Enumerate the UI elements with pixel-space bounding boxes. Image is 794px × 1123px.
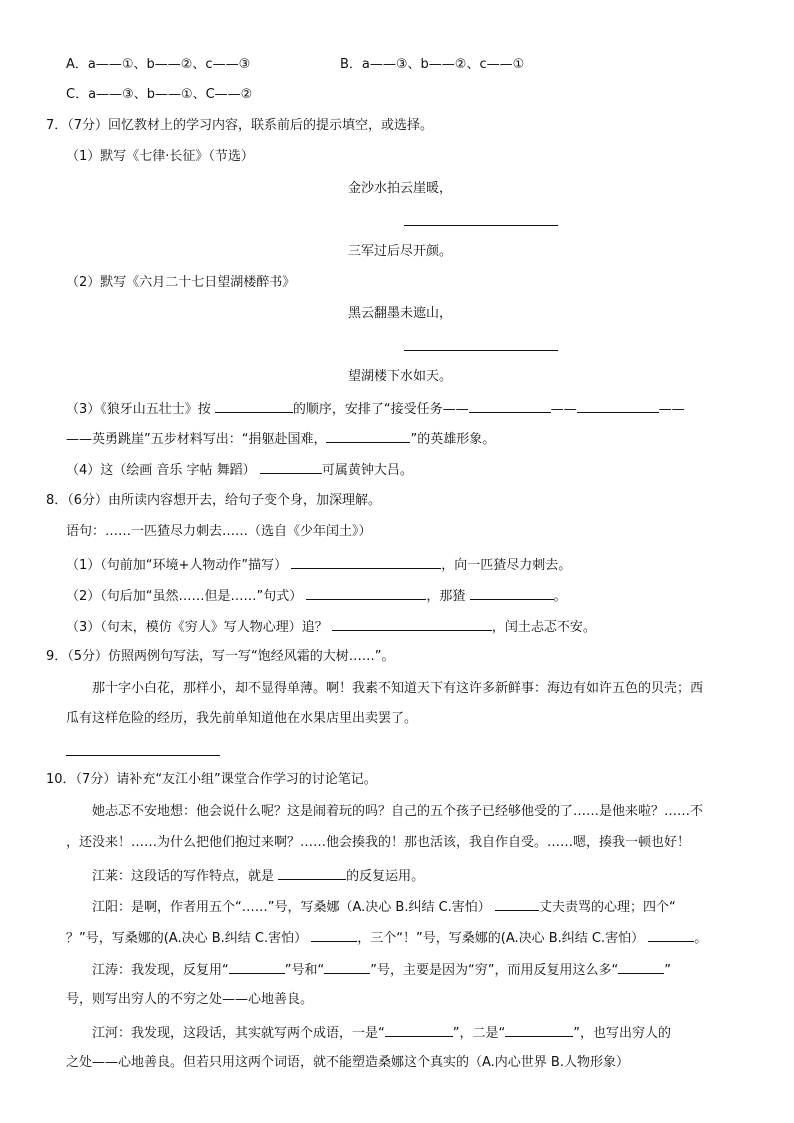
q10-jiangyang-blank1[interactable] — [495, 897, 539, 911]
q8-item2-text-c: 。 — [553, 589, 567, 604]
q7-part3-text-c: —— — [550, 402, 577, 417]
q10-jiangyang-blank2[interactable] — [311, 928, 357, 942]
q8-item1-text-a: （1）（句前加“环境+人物动作”描写） — [66, 558, 288, 573]
q7-part3-text-e: ——英勇跳崖”五步材料写出：“捐躯赴国难， — [66, 432, 327, 447]
q7-poem1-line1: 金沙水拍云崖暖， — [348, 181, 453, 196]
q7-part3-text-b: 的顺序，安排了“接受任务—— — [292, 402, 469, 417]
q10-jianghe-text-b: ”，二是“ — [452, 1026, 506, 1041]
q10-jiangyang-blank3[interactable] — [648, 928, 694, 942]
q7-part3-text-d: —— — [658, 402, 685, 417]
q7-part4-blank[interactable] — [260, 460, 322, 474]
q8-item1 — [66, 555, 571, 575]
q7-poem2-blank[interactable] — [404, 350, 558, 351]
q8-item2-blank2[interactable] — [470, 586, 554, 600]
q7-poem2-line2: 望湖楼下水如天。 — [348, 369, 453, 384]
q8-item3-blank[interactable] — [332, 617, 492, 631]
q7-part3-text-a: （3）《狼牙山五壮士》按 — [66, 402, 211, 417]
q10-jiangyang-text-c: ？”号，写桑娜的(A.决心 B.纠结 C.害怕） — [66, 931, 308, 946]
q6-option-b: B．a——③、b——②、c——① — [340, 57, 525, 72]
q10-jianghe-text-a: 江河：我发现，这段话，其实就写两个成语，一是“ — [92, 1026, 385, 1041]
q7-part3-line2 — [66, 429, 495, 449]
q8-item2-blank1[interactable] — [306, 586, 426, 600]
q7-part3-blank-image[interactable] — [326, 429, 410, 443]
q10-passage-line1: 她忐忑不安地想：他会说什么呢？这是闹着玩的吗？自己的五个孩子已经够他受的了……是他来啦？……不 — [92, 804, 704, 819]
q7-part3-blank-step3[interactable] — [577, 399, 659, 413]
q9-stem: 9．（5分）仿照两例句写法，写一写“饱经风霜的大树……”。 — [46, 649, 395, 664]
q10-stem: 10．（7分）请补充“友江小组”课堂合作学习的讨论笔记。 — [46, 772, 377, 787]
q10-jianglai — [92, 866, 424, 886]
q10-jiangtao-blank2[interactable] — [324, 960, 370, 974]
q10-jiangtao-blank3[interactable] — [618, 960, 664, 974]
q10-jiangyang-text-b: 丈夫责骂的心理；四个“ — [538, 900, 676, 915]
q9-example-line2: 瓜有这样危险的经历，我先前单知道他在水果店里出卖罢了。 — [66, 711, 418, 726]
q7-part3-blank-step2[interactable] — [469, 399, 551, 413]
q10-jianghe-blank1[interactable] — [385, 1023, 453, 1037]
q10-jiangtao-text-a: 江涛：我发现，反复用“ — [92, 963, 229, 978]
q6-option-a: A．a——①、b——②、c——③ — [66, 57, 251, 72]
q7-part3-blank-order[interactable] — [215, 399, 293, 413]
q9-example-line1: 那十字小白花，那样小，却不显得单薄。啊！我素不知道天下有这许多新鲜事：海边有如许五色的贝壳；西 — [92, 681, 704, 696]
q9-answer-blank[interactable] — [66, 755, 220, 756]
q7-poem1-line2: 三军过后尽开颜。 — [348, 244, 453, 259]
q8-item2-text-a: （2）（句后加“虽然……但是……”句式） — [66, 589, 303, 604]
q10-jiangtao-text-b: ”号和“ — [284, 963, 325, 978]
q8-sentence: 语句：……一匹猹尽力刺去……（选自《少年闰土》） — [66, 524, 372, 539]
q10-jiangyang-text-d: ，三个“！”号，写桑娜的(A.决心 B.纠结 C.害怕） — [357, 931, 645, 946]
q7-poem2-line1: 黑云翻墨未遮山， — [348, 306, 453, 321]
q10-jiangtao-line1 — [92, 960, 671, 980]
q7-part4-text-a: （4）这（绘画 音乐 字帖 舞蹈） — [66, 463, 256, 478]
q10-jiangtao-line2: 号，则写出穷人的不穷之处——心地善良。 — [66, 992, 314, 1007]
q8-item2-text-b: ，那猹 — [426, 589, 466, 604]
q10-jiangyang-text-a: 江阳：是啊，作者用五个“……”号，写桑娜（A.决心 B.纠结 C.害怕） — [92, 900, 491, 915]
q6-option-c: C．a——③、b——①、C——② — [66, 87, 253, 102]
q10-jiangtao-text-c: ”号，主要是因为“穷”，而用反复用这么多“ — [370, 963, 619, 978]
q7-part3-text-f: ”的英雄形象。 — [410, 432, 496, 447]
q8-item1-blank[interactable] — [291, 555, 441, 569]
q8-item3-text-b: ，闰土忐忑不安。 — [491, 620, 596, 635]
q10-jianghe-line2: 之处——心地善良。但若只用这两个词语，就不能塑造桑娜这个真实的（A.内心世界 B.人物形象） — [66, 1055, 629, 1070]
q10-jiangtao-text-d: ” — [664, 963, 671, 978]
q10-passage-line2: ，还没来！……为什么把他们抱过来啊？……他会揍我的！那也活该，我自作自受。……嗯，揍我一顿也好！ — [66, 835, 691, 850]
q7-part3-line1 — [66, 399, 685, 419]
q10-jiangyang-line1 — [92, 897, 676, 917]
q10-jianglai-text-b: 的反复运用。 — [346, 869, 425, 884]
q10-jiangtao-blank1[interactable] — [229, 960, 285, 974]
q10-jianglai-text-a: 江莱：这段话的写作特点，就是 — [92, 869, 275, 884]
q10-jianghe-line1 — [92, 1023, 671, 1043]
q7-part2-title: （2）默写《六月二十七日望湖楼醉书》 — [66, 275, 296, 290]
q7-part4-text-b: 可属黄钟大吕。 — [321, 463, 413, 478]
q8-item2 — [66, 586, 567, 606]
q10-jianghe-text-c: ”，也写出穷人的 — [573, 1026, 671, 1041]
q8-stem: 8．（6分）由所读内容想开去，给句子变个身，加深理解。 — [46, 493, 382, 508]
q10-jianghe-blank2[interactable] — [505, 1023, 573, 1037]
q7-part1-title: （1）默写《七律·长征》（节选） — [66, 149, 254, 164]
q10-jiangyang-text-e: 。 — [694, 931, 708, 946]
q8-item1-text-b: ，向一匹猹尽力刺去。 — [441, 558, 572, 573]
q7-part4 — [66, 460, 413, 480]
q8-item3-text-a: （3）（句末，模仿《穷人》写人物心理）追？ — [66, 620, 328, 635]
q7-stem: 7．（7分）回忆教材上的学习内容，联系前后的提示填空，或选择。 — [46, 118, 434, 133]
q10-jianglai-blank[interactable] — [278, 866, 346, 880]
q10-jiangyang-line2 — [66, 928, 707, 948]
q8-item3 — [66, 617, 596, 637]
q7-poem1-blank[interactable] — [404, 225, 558, 226]
